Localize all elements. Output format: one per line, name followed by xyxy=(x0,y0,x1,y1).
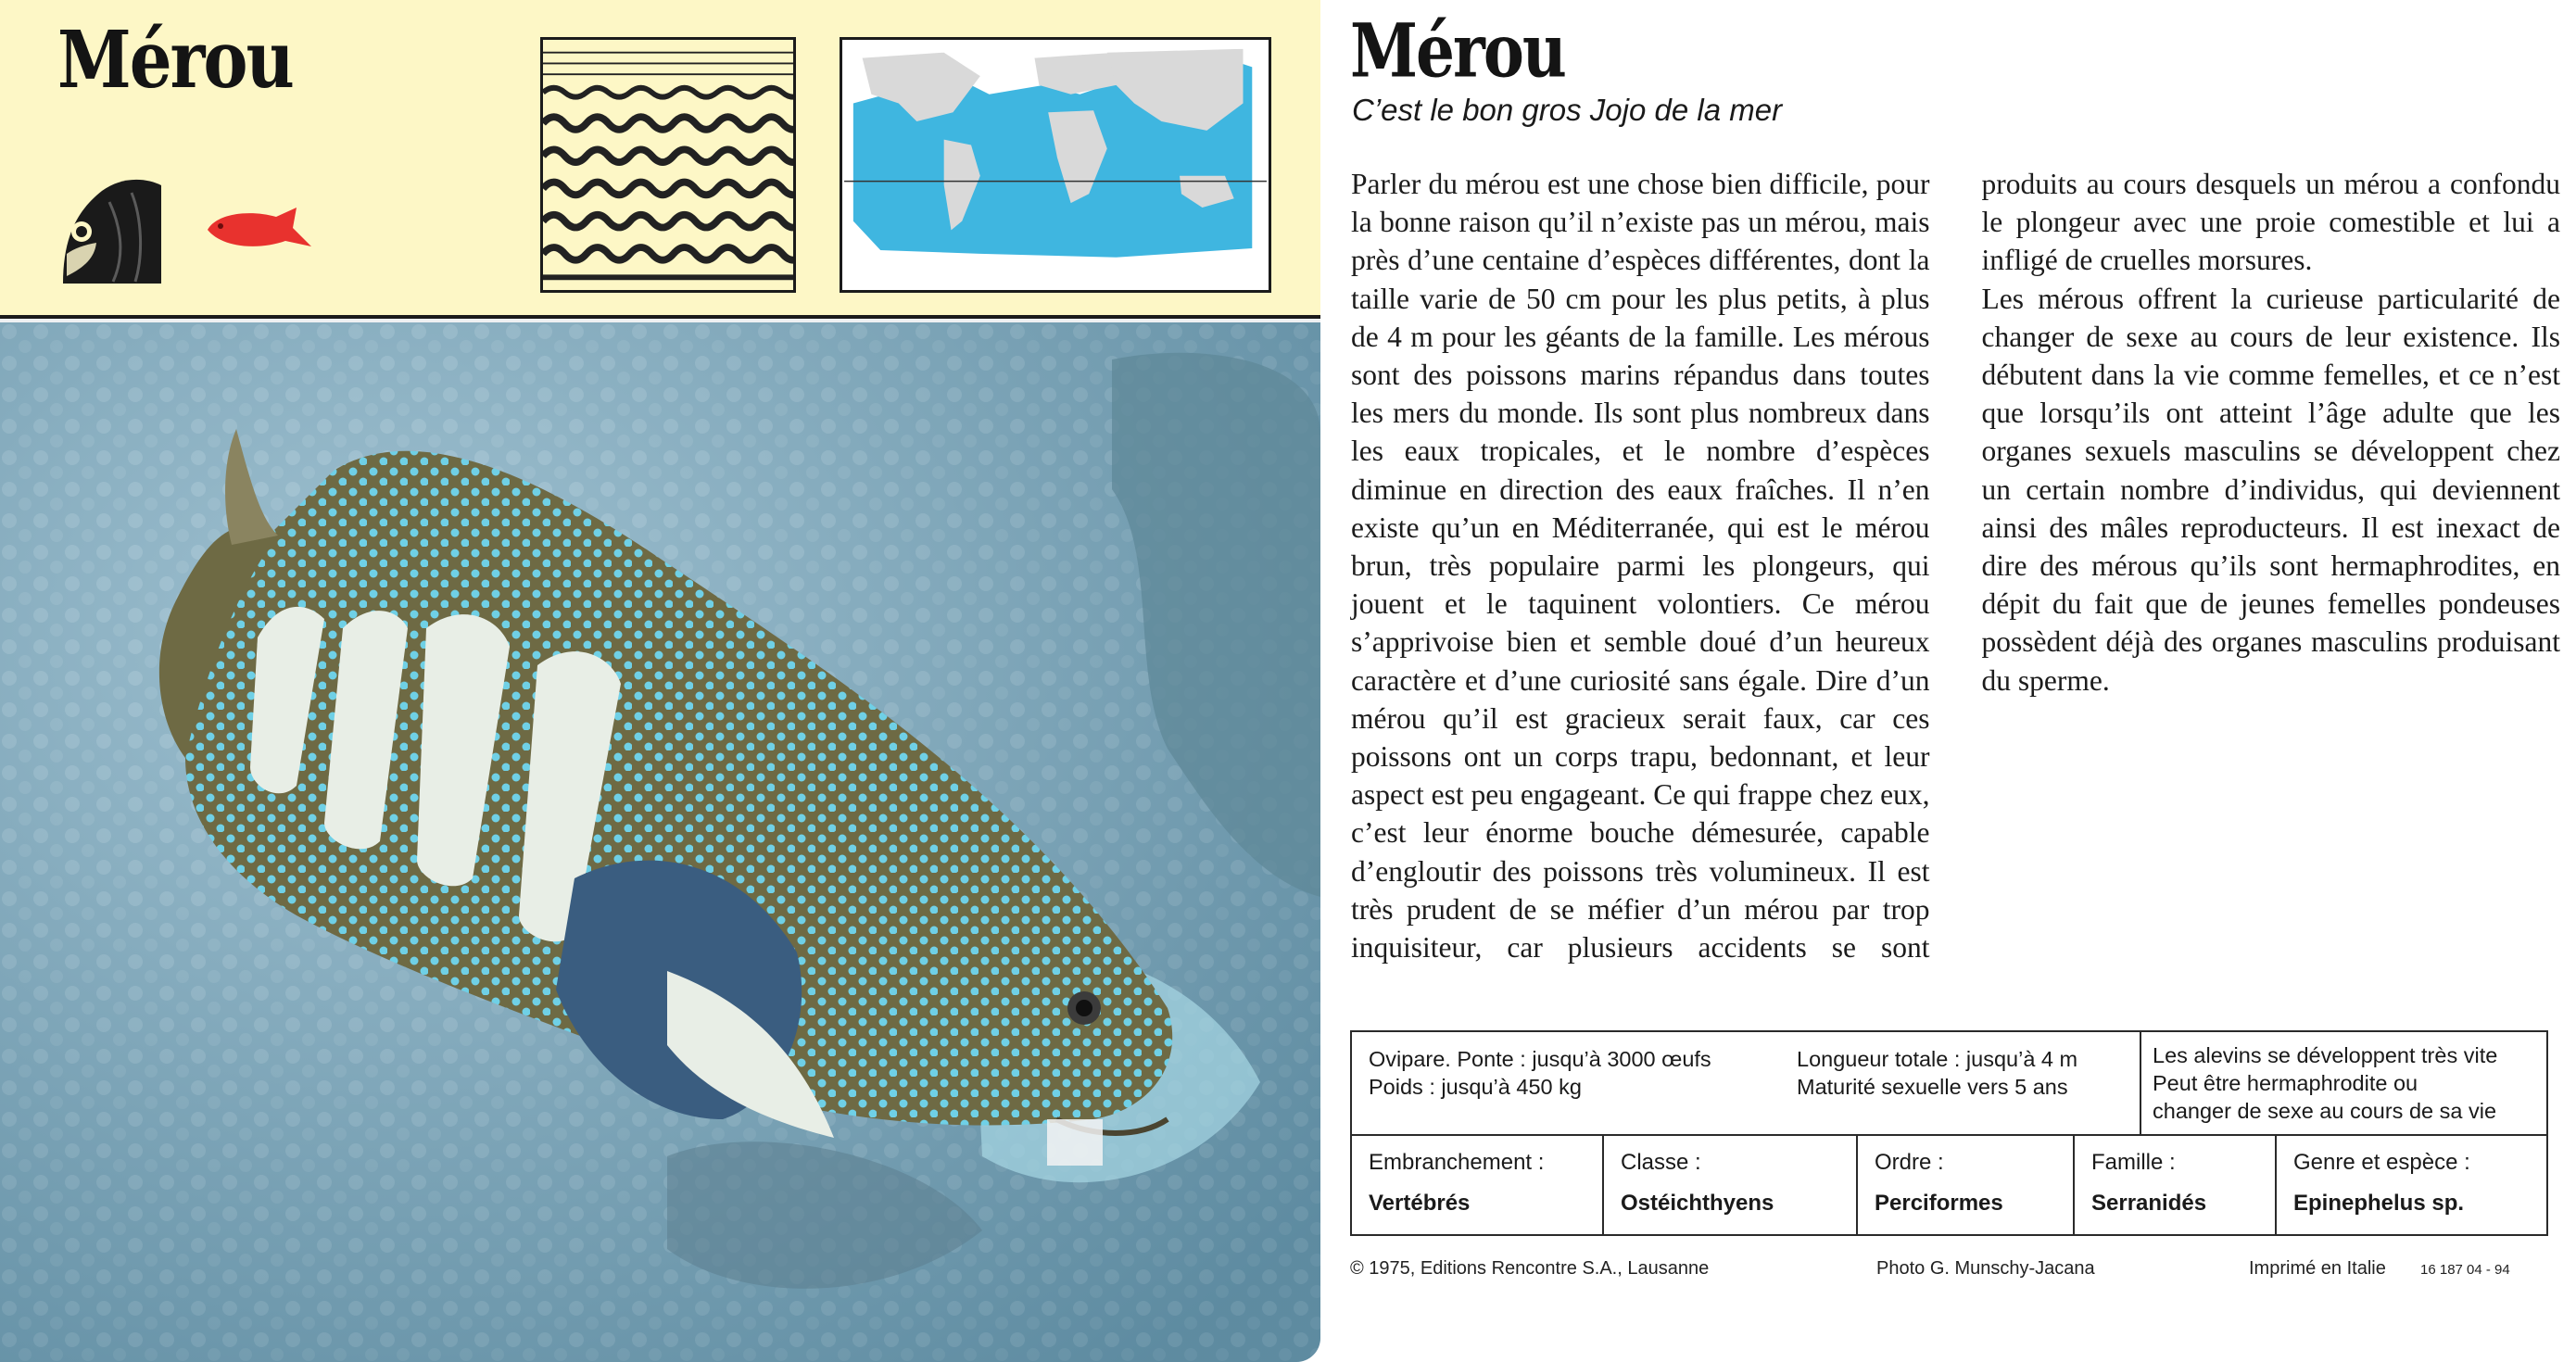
back-subtitle: C’est le bon gros Jojo de la mer xyxy=(1352,93,1783,127)
distribution-map xyxy=(840,37,1271,293)
taxonomy-label: Ordre : xyxy=(1875,1150,1944,1175)
black-fish-head-icon xyxy=(57,174,165,285)
back-card xyxy=(1320,0,2576,1362)
length-text: Longueur totale : jusqu’à 4 m xyxy=(1797,1047,2078,1071)
reproduction-text: Ovipare. Ponte : jusqu’à 3000 œufs xyxy=(1369,1047,1711,1071)
facts-row-taxonomy xyxy=(1352,1136,2546,1234)
red-fish-icon xyxy=(204,206,313,252)
front-header xyxy=(0,0,1320,319)
facts-table xyxy=(1350,1030,2548,1236)
notes-line-2: Peut être hermaphrodite ou xyxy=(2153,1071,2418,1095)
maturity-text: Maturité sexuelle vers 5 ans xyxy=(1797,1075,2068,1099)
taxonomy-value: Perciformes xyxy=(1875,1191,2003,1216)
article-paragraph-1: Parler du mérou est une chose bien difficile, pour la bonne raison qu’il n’existe pas un mérou, mais près d’une centaine d’espèces différentes, dont la taille varie de 50 cm pour les plus petits, à plus de 4 m pour les géants de la famille. Les mérous sont des poissons marins répandus dans toutes les mers du monde. Ils sont plus nombreux dans les eaux tropicales, et le nombre d’espèces diminue en direction des eaux fraîches. Il n’en existe qu’un en Méditerranée, qui est le mérou brun, très populaire parmi les plongeurs, qui jouent et le taquinent volontiers. Ce mérou s’apprivoise bien et semble doué d’un heureux caractère et d’une curiosité sans égale. Dire d’un mérou qu’il est gracieux serait faux, car ces poissons ont un corps trapu, bedonnant, et leur aspect est peu engageant. Ce qui frappe chez eux, c’est leur énorme bouche démesurée, capable d’engloutir des poissons très volumineux. Il est très prudent de se méfier d’un mérou par trop inquisiteur, car plusieurs accidents se sont produits au cours desquels un mérou a confondu le plongeur avec une proie comestible et lui a infligé de cruelles morsures. xyxy=(1351,168,2560,965)
taxonomy-label: Classe : xyxy=(1621,1150,1701,1175)
card-code-text: 16 187 04 - 94 xyxy=(2420,1262,2510,1278)
notes-line-3: changer de sexe au cours de sa vie xyxy=(2153,1099,2497,1123)
grouper-photo xyxy=(0,322,1320,1362)
article-paragraph-2: Les mérous offrent la curieuse particularité de changer de sexe au cours de leur existence. Ils débutent dans la vie comme femelles, et ce n’est que lorsqu’ils ont atteint l’âge adulte que les organes sexuels masculins se développent chez un certain nombre d’individus, qui deviennent ainsi des mâles reproducteurs. Il est inexact de dire des mérous qu’ils sont hermaphrodites, en dépit du fait que de jeunes femelles pondeuses possèdent déjà des organes masculins produisant du sperme. xyxy=(1981,282,2560,697)
copyright-text: © 1975, Editions Rencontre S.A., Lausanne xyxy=(1350,1258,1710,1279)
printed-text: Imprimé en Italie xyxy=(2249,1258,2386,1279)
back-title: Mérou xyxy=(1350,7,1565,95)
taxonomy-label: Genre et espèce : xyxy=(2293,1150,2470,1175)
taxonomy-order xyxy=(1858,1136,2075,1234)
facts-reproduction-cell xyxy=(1352,1032,1797,1134)
photo-credit-text: Photo G. Munschy-Jacana xyxy=(1876,1258,2095,1279)
taxonomy-genus xyxy=(2277,1136,2550,1234)
habitat-diagram xyxy=(540,37,796,293)
taxonomy-family xyxy=(2075,1136,2277,1234)
facts-notes-cell xyxy=(2140,1032,2550,1134)
front-title: Mérou xyxy=(57,13,293,107)
taxonomy-value: Serranidés xyxy=(2091,1191,2207,1216)
taxonomy-value: Vertébrés xyxy=(1369,1191,1471,1216)
weight-text: Poids : jusqu’à 450 kg xyxy=(1369,1075,1582,1099)
notes-line-1: Les alevins se développent très vite xyxy=(2153,1043,2498,1067)
article-body xyxy=(1351,165,2560,1004)
taxonomy-value: Epinephelus sp. xyxy=(2293,1191,2465,1216)
taxonomy-label: Famille : xyxy=(2091,1150,2176,1175)
taxonomy-phylum xyxy=(1352,1136,1604,1234)
facts-row-biology xyxy=(1352,1032,2546,1136)
taxonomy-label: Embranchement : xyxy=(1369,1150,1545,1175)
taxonomy-value: Ostéichthyens xyxy=(1621,1191,1774,1216)
taxonomy-class xyxy=(1604,1136,1858,1234)
facts-length-cell xyxy=(1797,1032,2140,1134)
